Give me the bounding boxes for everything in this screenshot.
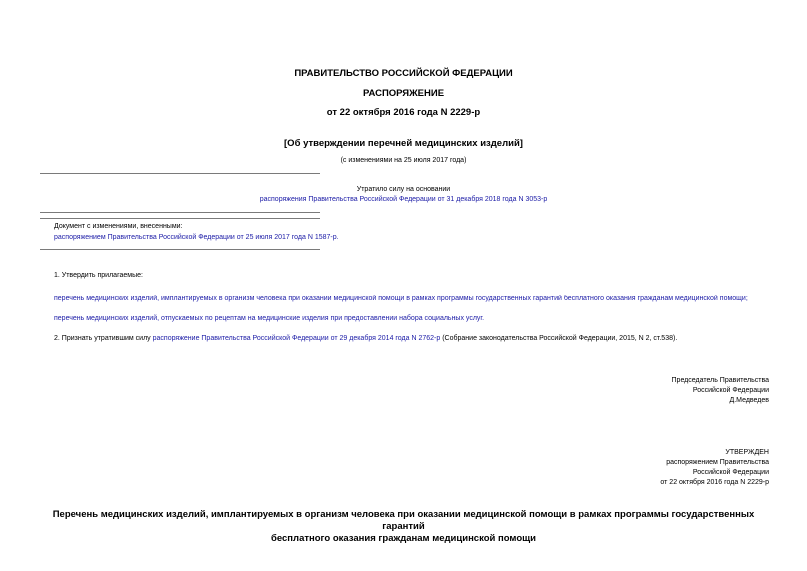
- signature-name: Д.Медведев: [729, 397, 769, 404]
- document-type: РАСПОРЯЖЕНИЕ: [362, 88, 445, 99]
- divider: [40, 173, 320, 174]
- list-link-implantable[interactable]: перечень медицинских изделий, имплантируемых в организм человека при оказании медицинской помощи в рамках программы государственных гарантий бесплатного оказания гражданам медицинской помощи;: [54, 295, 748, 302]
- approval-by: распоряжением Правительства: [666, 459, 769, 466]
- changes-label: Документ с изменениями, внесенными:: [54, 223, 183, 230]
- void-notice-label: Утратило силу на основании: [356, 186, 451, 193]
- item-2-prefix: 2. Признать утратившим силу: [54, 335, 151, 342]
- document-title: [Об утверждении перечней медицинских изделий]: [284, 138, 523, 149]
- approval-status: УТВЕРЖДЕН: [725, 449, 769, 456]
- list-title-line-1: Перечень медицинских изделий, имплантируемых в организм человека при оказании медицинской помощи в рамках программы государственных гарантий: [52, 509, 755, 532]
- list-link-prescription[interactable]: перечень медицинских изделий, отпускаемых по рецептам на медицинские изделия при предоставлении набора социальных услуг.: [54, 315, 485, 322]
- signature-position: Председатель Правительства: [671, 377, 769, 384]
- divider: [40, 212, 320, 213]
- document-date-number: от 22 октября 2016 года N 2229-р: [326, 107, 481, 118]
- approval-block: [660, 448, 769, 488]
- changes-link[interactable]: распоряжением Правительства Российской Федерации от 25 июля 2017 года N 1587-р.: [54, 234, 339, 241]
- list-title-line-2: бесплатного оказания гражданам медицинской помощи: [271, 533, 536, 544]
- divider: [40, 218, 320, 219]
- amendment-note: (с изменениями на 25 июля 2017 года): [340, 157, 467, 164]
- item-2: [54, 335, 677, 342]
- list-title: [40, 509, 767, 545]
- item-1: 1. Утвердить прилагаемые:: [54, 272, 143, 279]
- government-heading: ПРАВИТЕЛЬСТВО РОССИЙСКОЙ ФЕДЕРАЦИИ: [294, 68, 513, 79]
- void-notice-link[interactable]: распоряжения Правительства Российской Федерации от 31 декабря 2018 года N 3053-р: [259, 196, 548, 203]
- signature-block: [672, 376, 769, 406]
- approval-date: от 22 октября 2016 года N 2229-р: [660, 479, 769, 486]
- approval-country: Российской Федерации: [692, 469, 769, 476]
- divider: [40, 249, 320, 250]
- item-2-suffix: (Собрание законодательства Российской Федерации, 2015, N 2, ст.538).: [442, 335, 678, 342]
- signature-country: Российской Федерации: [692, 387, 769, 394]
- item-2-link[interactable]: распоряжение Правительства Российской Федерации от 29 декабря 2014 года N 2762-р: [152, 335, 441, 342]
